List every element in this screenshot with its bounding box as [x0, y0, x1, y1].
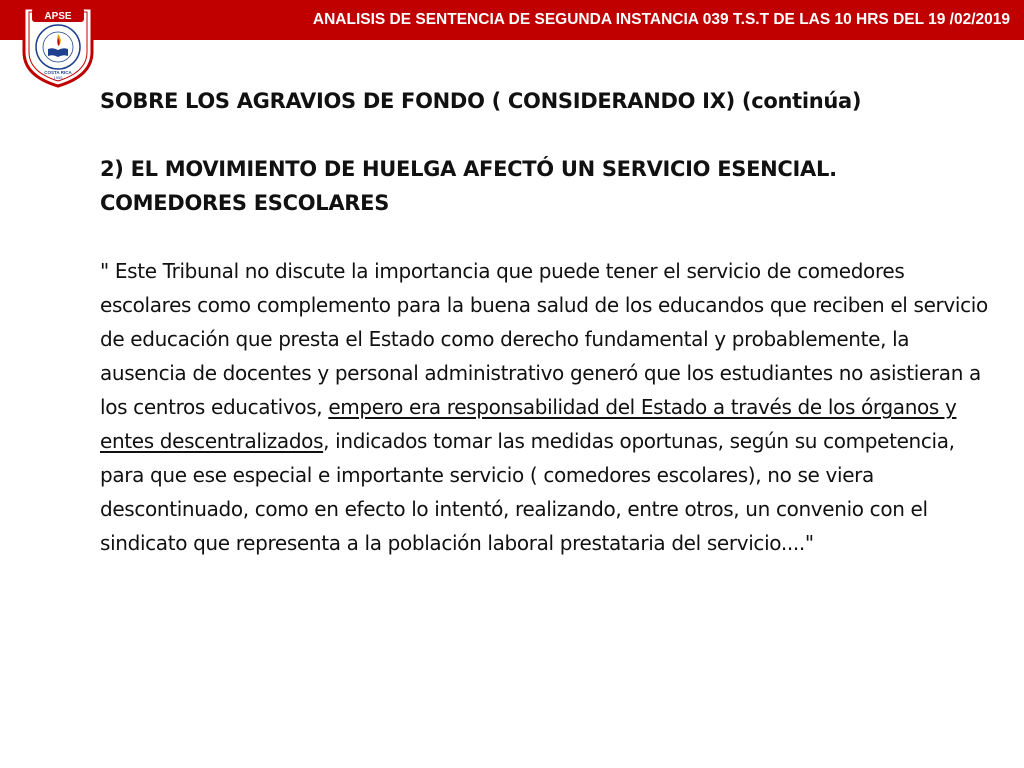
logo-country-text: COSTA RICA [44, 70, 72, 75]
section-heading: SOBRE LOS AGRAVIOS DE FONDO ( CONSIDERANDO IX) (continúa) [100, 89, 862, 113]
quoted-ruling-text [100, 254, 1000, 560]
subsection-heading-line1: 2) EL MOVIMIENTO DE HUELGA AFECTÓ UN SERVICIO ESENCIAL. [100, 157, 837, 181]
apse-logo [20, 2, 96, 88]
logo-year-text: 1955 [53, 75, 63, 80]
logo-top-text: APSE [44, 11, 72, 22]
quote-underlined-text: empero era responsabilidad del Estado a través de los órganos y entes descentralizados [100, 395, 957, 453]
slide-content [100, 84, 1000, 560]
slide-header-title: ANALISIS DE SENTENCIA DE SEGUNDA INSTANCIA 039 T.S.T DE LAS 10 HRS DEL 19 /02/2019 [312, 11, 1010, 28]
subsection-heading-line2: COMEDORES ESCOLARES [100, 191, 390, 215]
quote-text-part1: " Este Tribunal no discute la importancia que puede tener el servicio de comedores escolares como complemento para la buena salud de los educandos que reciben el servicio de educación que presta el Estado como derecho fundamental y probablemente, la ausencia de docentes y personal administrativo generó que los estudiantes no asistieran a los centros educativos, [100, 259, 988, 419]
quote-text-part2: , indicados tomar las medidas oportunas, según su competencia, para que ese especial e importante servicio ( comedores escolares), no se viera descontinuado, como en efecto lo intentó, realizando, entre otros, un convenio con el sindicato que representa a la población laboral prestataria del servicio...." [100, 429, 955, 555]
